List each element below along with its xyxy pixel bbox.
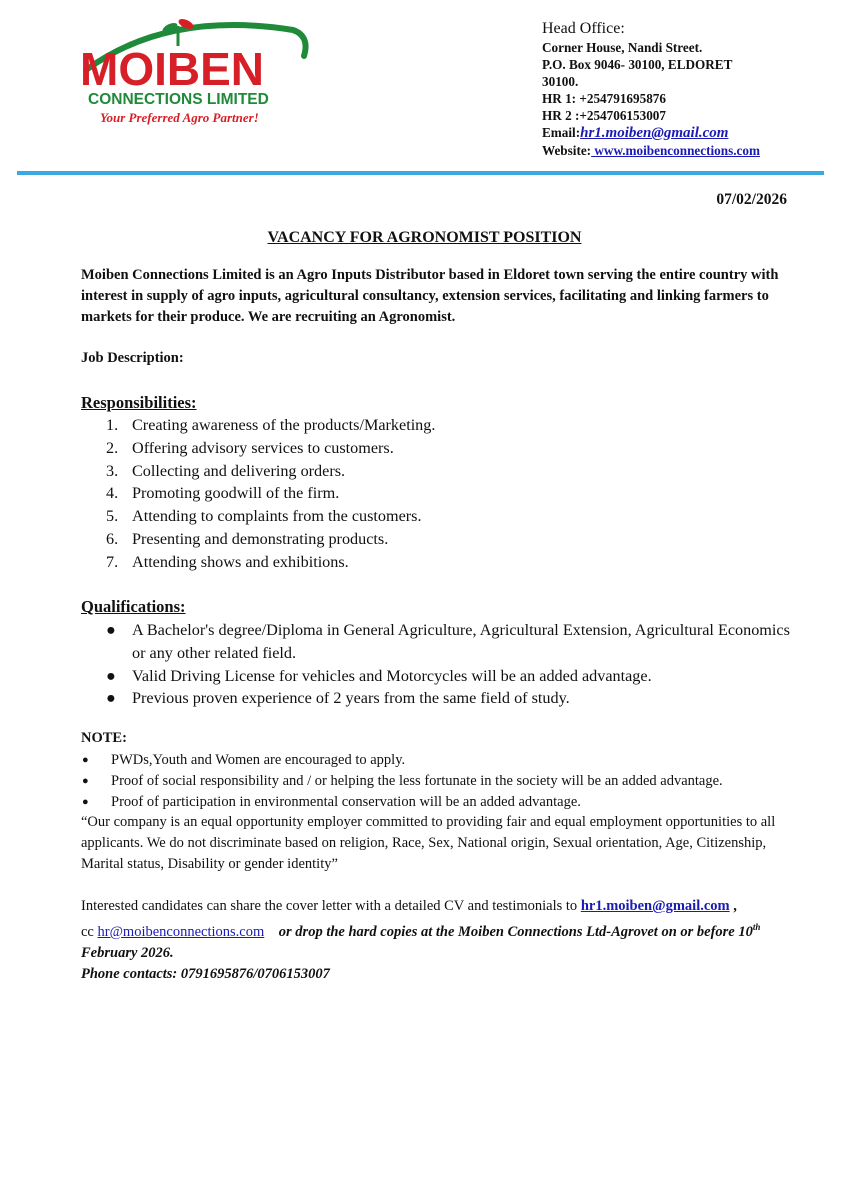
list-item: 5. Attending to complaints from the customers.	[106, 507, 422, 526]
list-item: 1. Creating awareness of the products/Marketing.	[106, 416, 436, 434]
list-item: ● Previous proven experience of 2 years from the same field of study.	[81, 687, 801, 710]
intro-paragraph: Moiben Connections Limited is an Agro Inputs Distributor based in Eldoret town serving the entire country with interest in supply of agro inputs, agricultural consultancy, extension services, facilitating and linking farmers to markets for their produce. We are recruiting an Agronomist.	[81, 267, 779, 325]
header-divider	[17, 171, 824, 175]
list-item: ● PWDs,Youth and Women are encouraged to apply.	[81, 750, 801, 771]
bullet-icon: ●	[82, 754, 89, 766]
list-item: ● Proof of participation in environmental conservation will be an added advantage.	[81, 792, 801, 813]
letter-date: 07/02/2026	[716, 191, 787, 208]
responsibilities-list	[81, 414, 801, 574]
qualifications-list	[81, 619, 801, 710]
list-item: 2. Offering advisory services to customers.	[106, 438, 394, 457]
website-link[interactable]: www.moibenconnections.com	[591, 143, 760, 158]
address-line-2: P.O. Box 9046- 30100, ELDORET	[542, 57, 733, 72]
vacancy-title	[0, 229, 849, 247]
list-item: 4. Promoting goodwill of the firm.	[106, 484, 340, 503]
list-item: 6. Presenting and demonstrating products.	[106, 529, 389, 548]
email-label: Email:	[542, 125, 581, 140]
email-row	[542, 124, 832, 142]
note-heading: NOTE:	[81, 730, 127, 746]
website-row	[542, 142, 832, 159]
list-item: ● A Bachelor's degree/Diploma in General Agriculture, Agricultural Extension, Agricultural Economics or any other related field.	[106, 621, 790, 662]
logo-tagline: Your Preferred Agro Partner!	[100, 110, 259, 125]
head-office-block	[542, 20, 832, 159]
vacancy-title-text: VACANCY FOR AGRONOMIST POSITION	[267, 229, 582, 246]
company-logo	[78, 18, 318, 130]
hr1-phone: HR 1: +254791695876	[542, 91, 666, 106]
address-line-3: 30100.	[542, 74, 579, 89]
list-item: ● Valid Driving License for vehicles and Motorcycles will be an added advantage.	[81, 665, 801, 688]
sprout-icon	[161, 18, 195, 46]
cc-email-link[interactable]: hr@moibenconnections.com	[97, 923, 265, 940]
list-item: 7. Attending shows and exhibitions.	[106, 552, 349, 571]
responsibilities-heading: Responsibilities:	[81, 393, 197, 412]
phone-contacts: Phone contacts: 0791695876/0706153007	[81, 965, 330, 982]
bullet-icon: ●	[106, 689, 116, 708]
bullet-icon: ●	[106, 666, 116, 685]
equal-opportunity-statement: “Our company is an equal opportunity employer committed to providing fair and equal employment opportunities to all applicants. We do not discriminate based on religion, Race, Sex, National origin, Sexual orientation, Age, Citizenship, Marital status, Disability or gender identity”	[81, 814, 776, 872]
head-office-title: Head Office:	[542, 20, 625, 37]
header-email-link[interactable]: hr1.moiben@gmail.com	[580, 125, 729, 141]
job-description-label: Job Description:	[81, 350, 184, 366]
bullet-icon: ●	[106, 621, 116, 639]
list-item: ● Proof of social responsibility and / or helping the less fortunate in the society will be an added advantage.	[81, 771, 801, 792]
website-label: Website:	[542, 143, 592, 158]
bullet-icon: ●	[82, 796, 89, 808]
application-instructions: Interested candidates can share the cover letter with a detailed CV and testimonials to hr1.moiben@gmail.com , cc hr@moibenconnections.com or drop the hard copies at the Moiben Connections Ltd-Agrovet on or before 10th February 2026. Phone contacts: 0791695876/0706153007	[81, 898, 761, 982]
list-item: 3. Collecting and delivering orders.	[106, 461, 346, 480]
hr2-phone: HR 2 :+254706153007	[542, 108, 666, 123]
bullet-icon: ●	[82, 775, 89, 787]
apply-email-link[interactable]: hr1.moiben@gmail.com	[580, 898, 730, 914]
qualifications-heading: Qualifications:	[81, 597, 186, 616]
address-line-1: Corner House, Nandi Street.	[542, 40, 703, 55]
logo-main-text: MOIBEN	[80, 43, 264, 95]
note-list	[81, 750, 801, 813]
logo-sub-text: CONNECTIONS LIMITED	[88, 91, 269, 108]
